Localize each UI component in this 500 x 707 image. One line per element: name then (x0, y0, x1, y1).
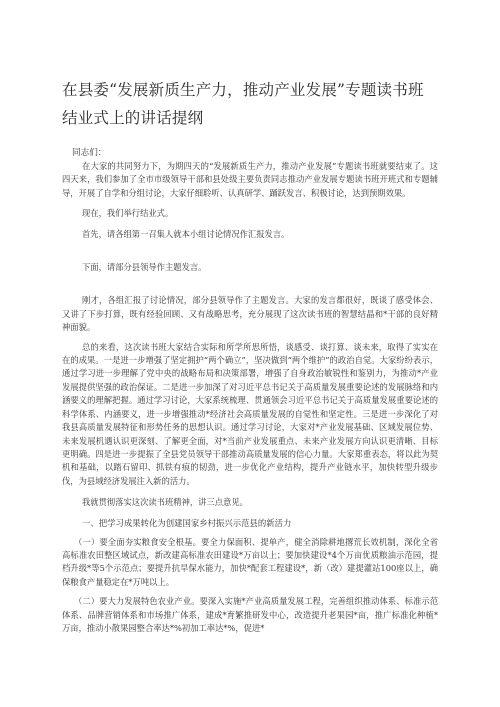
paragraph-opening: 在大家的共同努力下，为期四天的“发展新质生产力，推动产业发展”专题读书班就要结束了。这四天来，我们参加了全市市级领导干部和县处级主要负责同志推动产业发展专题读书班开班式和专题辅导，开展了自学和分组讨论，大家仔细聆听、认真研学、踊跃发言、积极讨论，达到预期效果。 (62, 161, 438, 198)
document-title: 在县委“发展新质生产力，推动产业发展”专题读书班结业式上的讲话提纲 (62, 81, 424, 127)
paragraph-three-points: 我就贯彻落实这次读书班精神，讲三点意见。 (82, 497, 248, 508)
paragraph-ceremony: 现在，我们举行结业式。 (82, 208, 174, 219)
paragraph-review: 刚才，各组汇报了讨论情况，部分县领导作了主题发言。大家的发言都很好，既谈了感受体会、又讲了下步打算，既有经验回顾、又有战略思考，充分展现了这次读书班的智慧结晶和*干部的良好精神面貌。 (62, 295, 438, 333)
sub-item-grain-security: （一）要全面夯实粮食安全根基。要全力保面积、提单产，健全消除耕地撂荒长效机制，深化全省高标准农田整区域试点，新改建高标准农田建设*万亩以上；要加快建设*4个万亩优质粮油示范园，提档升级*等5个示范点；要提升抗旱保水能力，加快*配套工程建设*，新（改）建提灌站100座以上，确保粮食产量稳定在*万吨以上。 (62, 536, 438, 587)
section-heading-one: 一、把学习成果转化为创建国家乡村振兴示范县的新活力 (82, 517, 292, 528)
sub-item-specialty-agriculture: （二）要大力发展特色农业产业。要深入实施*产业高质量发展工程，完善组织推动体系、标准示范体系、品牌营销体系和市场推广体系，建成*育繁推研发中心，改造提升老果园*亩，推广标准化种植*万亩，推动小散果园整合率达*%初加工率达*%，促进* (62, 596, 438, 633)
paragraph-summary: 总的来看，这次读书班大家结合实际和所学所思所悟，谈感受、谈打算、谈未来，取得了实实在在的成果。一是进一步增强了坚定拥护“两个确立”，坚决做到“两个维护”的政治自觉。大家纷纷表示，通过学习进一步理解了党中央的战略布局和决策部署，增强了自身政治敏锐性和鉴别力，为推动*产业发展提供坚强的政治保证。二是进一步加深了对习近平总书记关于高质量发展重要论述的发展脉络和内涵要义的理解把握。通过学习讨论，大家系统梳理、贯通领会习近平总书记关于高质量发展重要论述的科学体系、内涵要义，进一步增强推动*经济社会高质量发展的自觉性和坚定性。三是进一步深化了对我县高质量发展特征和形势任务的思想认识。通过学习讨论，大家对*产业发展基础、区域发展位势、未来发展机遇认识更深刻、了解更全面，对*当前产业发展重点、未来产业发展方向认识更清晰、目标更明确。四是进一步提振了全县党员领导干部推动高质量发展的信心力量。大家郑重表态，将以此为契机和基础，以踏石留印、抓铁有痕的韧劲，进一步优化产业结构，提升产业链水平，加快转型升级步伐，为县域经济发展注入新的活力。 (62, 341, 438, 486)
paragraph-group-report: 首先，请各组第一召集人就本小组讨论情况作汇报发言。 (82, 228, 290, 239)
paragraph-leader-speech: 下面，请部分县领导作主题发言。 (82, 262, 207, 273)
salutation: 同志们： (72, 148, 107, 158)
